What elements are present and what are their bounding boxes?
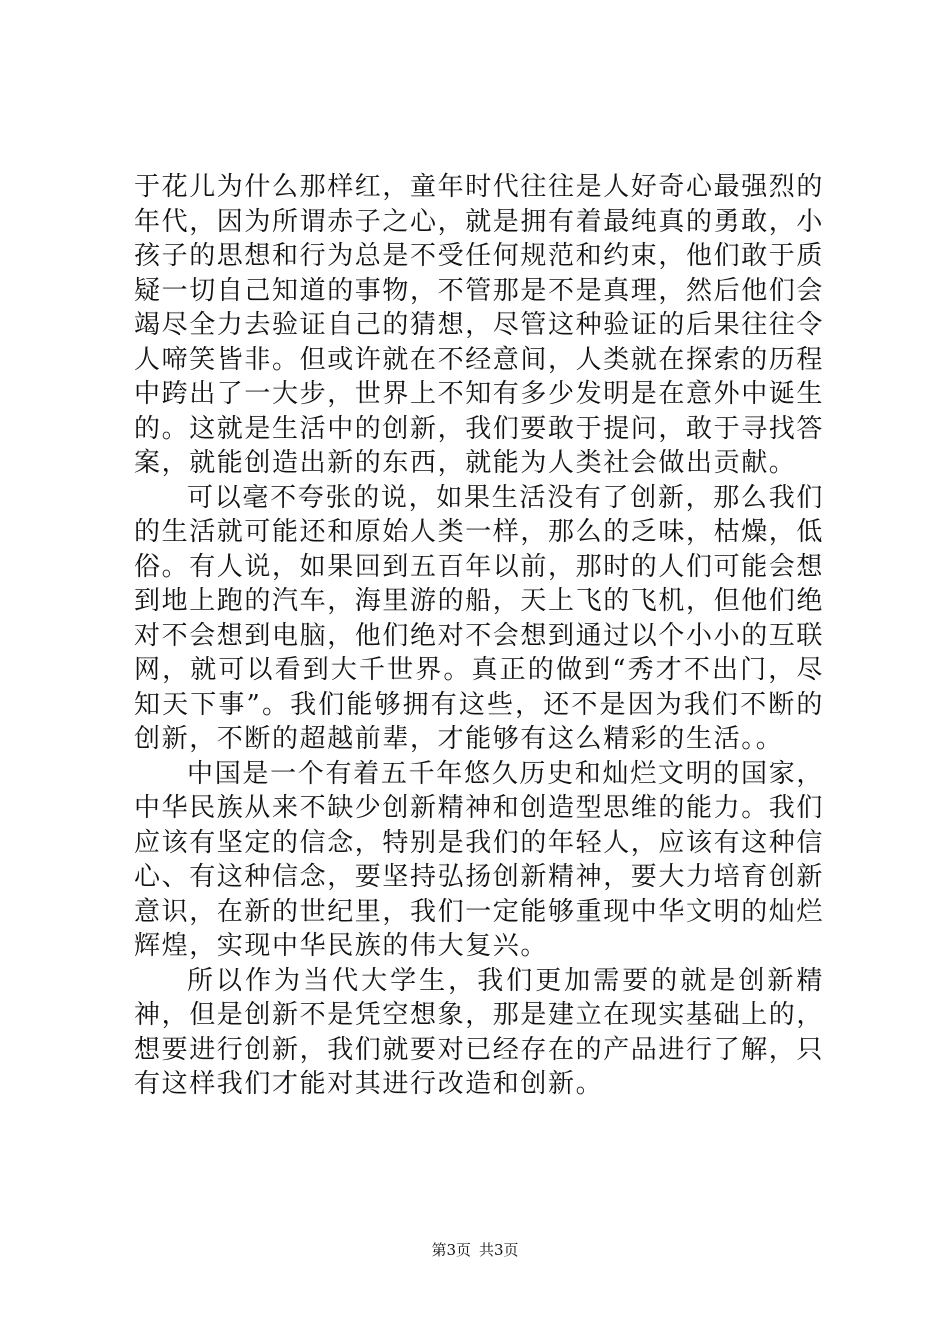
paragraph: 于花儿为什么那样红，童年时代往往是人好奇心最强烈的年代，因为所谓赤子之心，就是拥有着最纯真的勇敢，小孩子的思想和行为总是不受任何规范和约束，他们敢于质疑一切自己知道的事物，不管那是不是真理，然后他们会竭尽全力去验证自己的猜想，尽管这种验证的后果往往令人啼笑皆非。但或许就在不经意间，人类就在探索的历程中跨出了一大步，世界上不知有多少发明是在意外中诞生的。这就是生活中的创新，我们要敢于提问，敢于寻找答案，就能创造出新的东西，就能为人类社会做出贡献。 — [134, 172, 825, 478]
paragraph: 所以作为当代大学生，我们更加需要的就是创新精神，但是创新不是凭空想象，那是建立在现实基础上的，想要进行创新，我们就要对已经存在的产品进行了解，只有这样我们才能对其进行改造和创新。 — [134, 965, 825, 1099]
paragraph: 中国是一个有着五千年悠久历史和灿烂文明的国家，中华民族从来不缺少创新精神和创造型思维的能力。我们应该有坚定的信念，特别是我们的年轻人，应该有这种信心、有这种信念，要坚持弘扬创新精神，要大力培育创新意识，在新的世纪里，我们一定能够重现中华文明的灿烂辉煌，实现中华民族的伟大复兴。 — [134, 758, 825, 961]
page-number: 第3页 — [431, 1241, 471, 1259]
page-total: 共3页 — [479, 1241, 519, 1259]
document-body — [134, 170, 824, 1102]
paragraph: 可以毫不夸张的说，如果生活没有了创新，那么我们的生活就可能还和原始人类一样，那么的乏味，枯燥，低俗。有人说，如果回到五百年以前，那时的人们可能会想到地上跑的汽车，海里游的船，天上飞的飞机，但他们绝对不会想到电脑，他们绝对不会想到通过以个小小的互联网，就可以看到大千世界。真正的做到“秀才不出门，尽知天下事”。我们能够拥有这些，还不是因为我们不断的创新，不断的超越前辈，才能够有这么精彩的生活。。 — [134, 482, 825, 754]
page-footer — [0, 1240, 950, 1260]
